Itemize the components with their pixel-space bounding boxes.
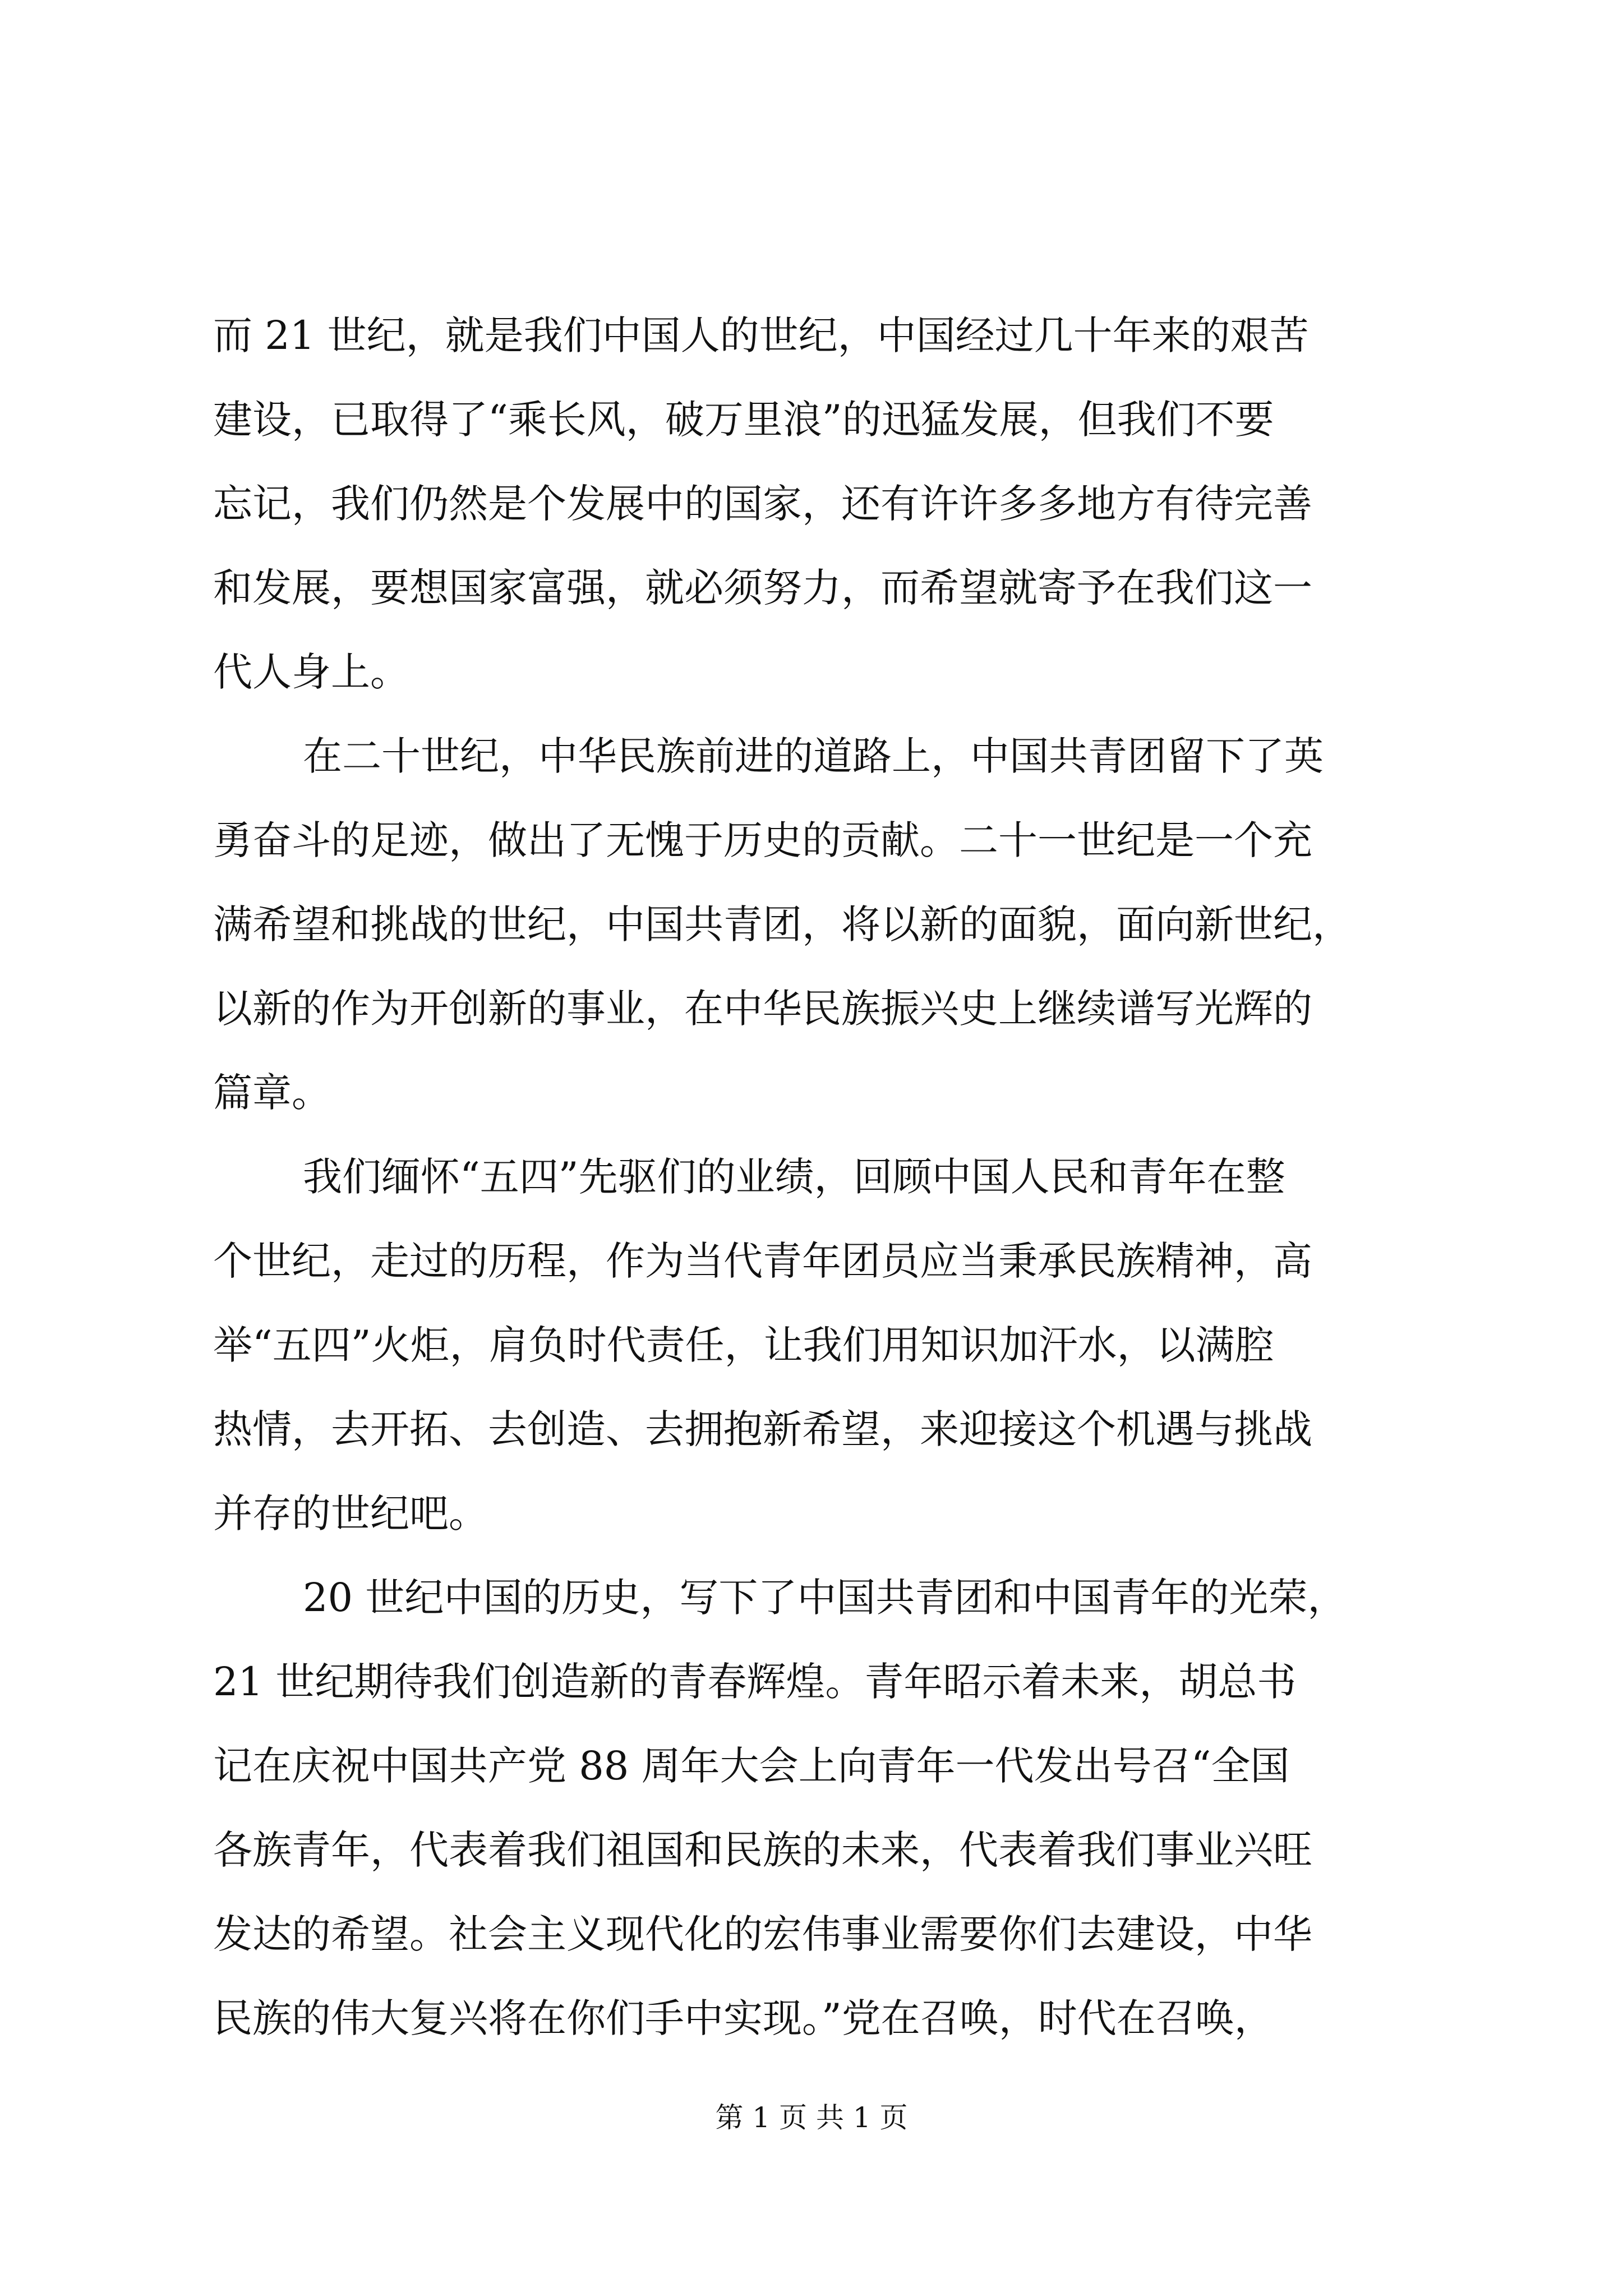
text-line: 忘记，我们仍然是个发展中的国家，还有许许多多地方有待完善 <box>213 481 1312 527</box>
text-line: 满希望和挑战的世纪，中国共青团，将以新的面貌，面向新世纪， <box>213 901 1352 947</box>
text-line: 个世纪，走过的历程，作为当代青年团员应当秉承民族精神，高 <box>213 1238 1312 1284</box>
text-line: 记在庆祝中国共产党 88 周年大会上向青年一代发出号召“全国 <box>213 1743 1290 1789</box>
text-line: 发达的希望。社会主义现代化的宏伟事业需要你们去建设，中华 <box>213 1911 1312 1957</box>
text-line: 举“五四”火炬，肩负时代责任，让我们用知识加汗水，以满腔 <box>213 1322 1274 1368</box>
text-line: 建设，已取得了“乘长风，破万里浪”的迅猛发展，但我们不要 <box>213 397 1274 443</box>
text-line: 和发展，要想国家富强，就必须努力，而希望就寄予在我们这一 <box>213 565 1312 611</box>
paragraph-first-line: 我们缅怀“五四”先驱们的业绩，回顾中国人民和青年在整 <box>303 1154 1285 1200</box>
paragraph-first-line: 在二十世纪，中华民族前进的道路上，中国共青团留下了英 <box>303 733 1324 779</box>
text-line: 民族的伟大复兴将在你们手中实现。”党在召唤，时代在召唤， <box>213 1995 1274 2041</box>
text-line: 21 世纪期待我们创造新的青春辉煌。青年昭示着未来，胡总书 <box>213 1659 1297 1705</box>
text-line: 篇章。 <box>213 1070 331 1116</box>
text-line: 而 21 世纪，就是我们中国人的世纪，中国经过几十年来的艰苦 <box>213 312 1309 358</box>
text-line: 热情，去开拓、去创造、去拥抱新希望，来迎接这个机遇与挑战 <box>213 1406 1312 1452</box>
text-line: 以新的作为开创新的事业，在中华民族振兴史上继续谱写光辉的 <box>213 986 1312 1032</box>
text-line: 勇奋斗的足迹，做出了无愧于历史的贡献。二十一世纪是一个充 <box>213 817 1312 863</box>
page-footer: 第 1 页 共 1 页 <box>715 2101 908 2134</box>
paragraph-first-line: 20 世纪中国的历史，写下了中国共青团和中国青年的光荣， <box>303 1575 1347 1621</box>
text-line: 并存的世纪吧。 <box>213 1490 488 1536</box>
text-line: 代人身上。 <box>213 649 409 695</box>
text-line: 各族青年，代表着我们祖国和民族的未来，代表着我们事业兴旺 <box>213 1827 1312 1873</box>
